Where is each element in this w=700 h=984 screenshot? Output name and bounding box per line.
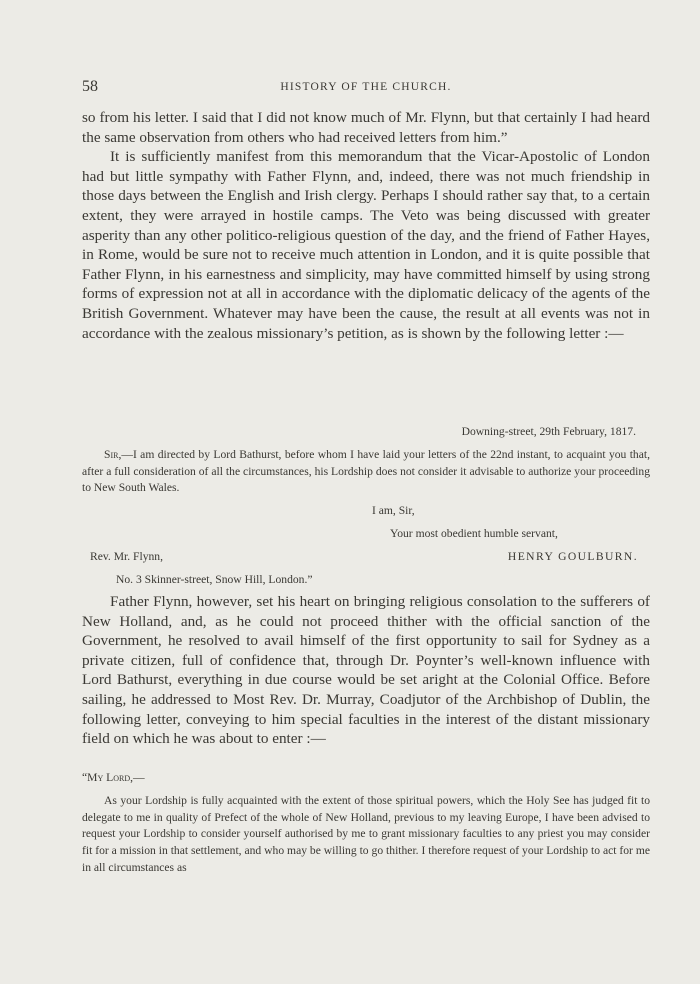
letter-addressee: Rev. Mr. Flynn,	[90, 549, 164, 563]
letter2-salutation: “My Lord,—	[82, 771, 145, 784]
paragraph-continued: so from his letter. I said that I did not know much of Mr. Flynn, but that certainly I had heard the same observation from others who had received letters from him.”	[82, 109, 650, 146]
paragraph-memorandum: It is sufficiently manifest from this memorandum that the Vicar-Apostolic of London had but little sympathy with Father Flynn, and, indeed, there was not much friendship in those days between the English and Irish clergy. Perhaps I should rather say that, to a certain extent, they were arrayed in hostile camps. The Veto was being discussed with greater asperity than any other politico-religious question of the day, and the friend of Father Hayes, in Rome, would be sure not to receive much attention in London, and it is quite possible that Father Flynn, in his earnestness and simplicity, may have committed himself by using strong forms of expression not at all in accordance with the diplomatic delicacy of the agents of the British Government. Whatever may have been the cause, the result at all events was not in accordance with the zealous missionary’s petition, as is shown by the following letter :—	[82, 148, 650, 342]
letter-text: —I am directed by Lord Bathurst, before whom I have laid your letters of the 22nd instant, to acquaint you that, after a full consideration of all the circumstances, his Lordship does not consider it advisable to authorize your proceeding to New South Wales.	[82, 447, 650, 495]
text-block-2	[82, 592, 650, 749]
letter-dateline: Downing-street, 29th February, 1817.	[461, 425, 636, 438]
text-block-1	[82, 108, 650, 343]
letter-closing-2: Your most obedient humble servant,	[390, 526, 558, 540]
letter-body	[82, 447, 650, 497]
quoted-letter-murray	[82, 770, 650, 877]
paragraph-flynn-sailing: Father Flynn, however, set his heart on bringing religious consolation to the sufferers of New Holland, and, as he could not proceed thither with the official sanction of the Government, he resolved to avail himself of the first opportunity to sail for Sydney as a private citizen, full of confidence that, through Dr. Poynter’s well-known influence with Lord Bathurst, everything in due course would be set aright at the Colonial Office. Before sailing, he addressed to Most Rev. Dr. Murray, Coadjutor of the Archbishop of Dublin, the following letter, conveying to him special faculties in the interest of the distant missionary field on which he was about to enter :—	[82, 593, 650, 748]
letter-salutation: Sir,	[104, 447, 122, 461]
running-title: HISTORY OF THE CHURCH.	[280, 81, 452, 93]
quoted-letter-goulburn	[82, 424, 650, 588]
letter-signature-row	[82, 549, 650, 566]
page-number: 58	[82, 78, 98, 95]
page-header	[82, 78, 650, 98]
letter-closing-1: I am, Sir,	[372, 504, 415, 518]
letter-address: No. 3 Skinner-street, Snow Hill, London.”	[116, 572, 313, 586]
letter2-body: As your Lordship is fully acquainted with the extent of those spiritual powers, which the Holy See has judged fit to delegate to me in quality of Prefect of the whole of New Holland, previous to my leaving Europe, I have been advised to request your Lordship to consider yourself authorised by me to grant missionary faculties to any priest you may consider fit for a mission in that settlement, and who may be willing to go thither. I therefore request of your Lordship to act for me in all circumstances as	[82, 793, 650, 874]
letter-signature: HENRY GOULBURN.	[507, 549, 638, 563]
